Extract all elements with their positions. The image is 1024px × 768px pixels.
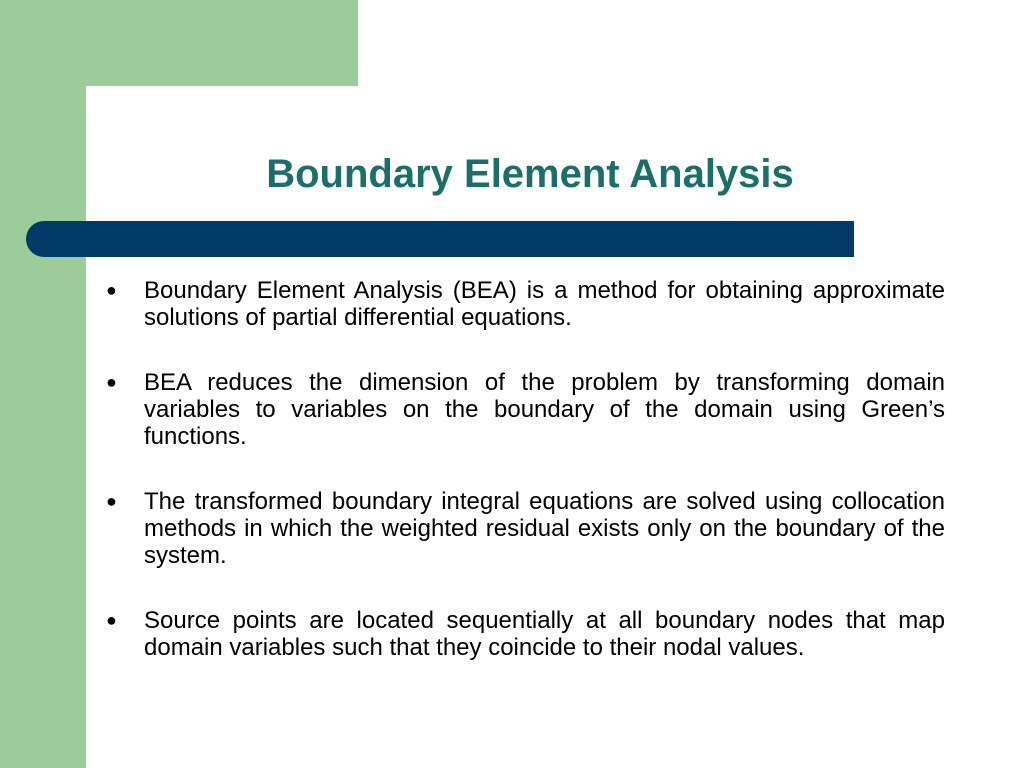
bullet-text: Boundary Element Analysis (BEA) is a method for obtaining approximate solutions of partial differential equations. (144, 277, 945, 331)
bullet-dot-icon: ● (106, 280, 117, 300)
bullet-item (100, 488, 945, 569)
bullet-dot-icon: ● (106, 372, 117, 392)
bullet-dot-icon: ● (106, 491, 117, 511)
bullet-text: The transformed boundary integral equations are solved using collocation methods in which the weighted residual exists only on the boundary of the system. (144, 488, 945, 569)
bullet-item (100, 369, 945, 450)
bullet-item (100, 607, 945, 661)
bullet-text: BEA reduces the dimension of the problem by transforming domain variables to variables on the boundary of the domain using Green’s functions. (144, 369, 945, 450)
bullet-item (100, 277, 945, 331)
bullet-text: Source points are located sequentially at all boundary nodes that map domain variables such that they coincide to their nodal values. (144, 607, 945, 661)
bullet-dot-icon: ● (106, 610, 117, 630)
green-left-decoration (0, 0, 86, 768)
slide-title: Boundary Element Analysis (266, 152, 794, 196)
title-underline-bar (26, 221, 854, 257)
bullet-list (100, 277, 945, 699)
